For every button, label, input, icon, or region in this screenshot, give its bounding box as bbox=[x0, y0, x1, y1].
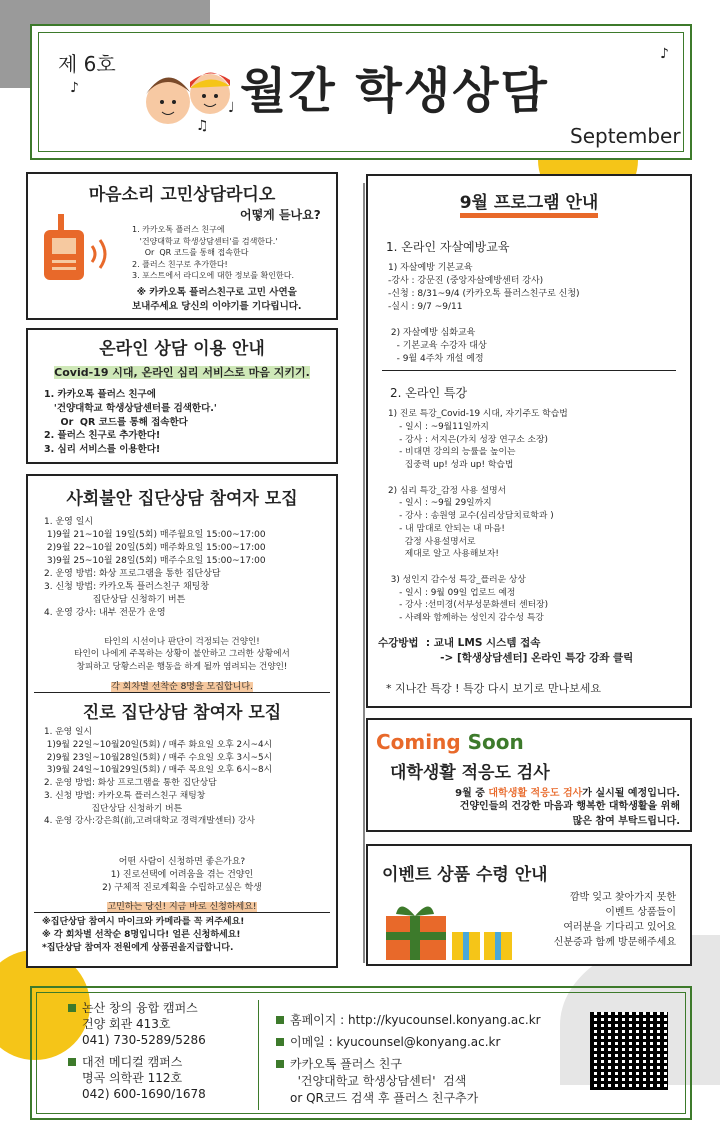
section-title: 사회불안 집단상담 참여자 모집 bbox=[66, 489, 298, 509]
email-text[interactable]: 이메일 : kyucounsel@konyang.ac.kr bbox=[290, 1035, 501, 1049]
online-counseling-section bbox=[26, 328, 338, 464]
career-notes: ※집단상담 참여시 마이크와 카메라를 꼭 켜주세요! ※ 각 회차별 선착순 8명입니다! 얼른 신청하세요! *집단상담 참여자 전원에게 상품권을지급합니다. bbox=[42, 917, 245, 954]
kids-illustration bbox=[138, 52, 238, 132]
kakao-text: 카카오톡 플러스 친구 '건양대학교 학생상담센터' 검색 or QR코드 검색 후 플러스 친구추가 bbox=[290, 1057, 479, 1105]
section-title: 온라인 상담 이용 안내 bbox=[99, 339, 265, 359]
column-divider bbox=[363, 183, 365, 963]
career-highlight: 고민하는 당신! 지금 바로 신청하세요! bbox=[107, 902, 257, 912]
radio-footer: ※ 카카오톡 플러스친구로 고민 사연을 보내주세요 당신의 이야기를 기다립니다. bbox=[132, 287, 302, 312]
coming-line1 bbox=[455, 784, 680, 799]
coming-title: 대학생활 적응도 검사 bbox=[390, 763, 550, 783]
music-note-icon: ♫ bbox=[196, 118, 209, 134]
program-method: 수강방법 : 교내 LMS 시스템 접속 -> [학생상담센터] 온라인 특강 강좌 클릭 bbox=[378, 637, 634, 665]
music-note-icon: ♩ bbox=[228, 100, 235, 116]
section-subtitle: 어떻게 듣나요? bbox=[240, 208, 321, 222]
section-title bbox=[368, 188, 690, 213]
campus1-info bbox=[68, 1000, 198, 1017]
section-title: 이벤트 상품 수령 안내 bbox=[382, 865, 548, 885]
radio-section bbox=[26, 172, 338, 320]
social-body: 1. 운영 일시 1)9월 21~10월 19일(5회) 매주월요일 15:00~17:00 2)9월 22~10월 20일(5회) 매주화요일 15:00~17:00 3)9월 25~10월 28일(5회) 매주수요일 15:00~17:00 2. 운영 방법: 화상 프로그램을 통한 집단상담 3. 신청 방법: 카카오톡 플러스친구 채팅창 집단상담 신청하기 버튼 4. 운영 강사: 내부 전문가 운영 bbox=[44, 517, 266, 619]
coming-word: Coming bbox=[376, 730, 461, 754]
career-body: 1. 운영 일시 1)9월 22일~10월20일(5회) / 매주 화요일 오후 2시~4시 2)9월 23일~10월28일(5회) / 매주 수요일 오후 3시~5시 3)9월 24일~10월29일(5회) / 매주 목요일 오후 6시~8시 2. 운영 방법: 화상 프로그램을 통한 집단상담 3. 신청 방법: 카카오톡 플러스친구 채팅창 집단상담 신청하기 버튼 4. 운영 강사:강은희(前,고려대학교 경력개발센터) 강사 bbox=[44, 727, 273, 827]
program-sec1-body: 1) 자살예방 기본교육 -강사 : 강문진 (중앙자살예방센터 강사) -신청 : 8/31~9/4 (카카오톡 플러스친구로 신청) -실시 : 9/7 ~9/11 2) 자살예방 심화교육 - 기본교육 수강자 대상 - 9월 4주차 개설 예정 bbox=[388, 263, 580, 365]
coming-soon-heading bbox=[376, 730, 524, 754]
issue-number: 제 6호 bbox=[58, 52, 116, 76]
event-section bbox=[366, 844, 692, 966]
section-divider bbox=[34, 692, 330, 693]
music-note-icon: ♪ bbox=[70, 80, 79, 96]
gift-box-icon bbox=[382, 894, 522, 964]
campus2-tel: 042) 600-1690/1678 bbox=[82, 1087, 206, 1101]
walkie-talkie-icon bbox=[38, 212, 128, 282]
program-replay: * 지나간 특강 ! 특강 다시 보기로 만나보세요 bbox=[386, 682, 602, 695]
coming-line2: 건양인들의 건강한 마음과 행복한 대학생활을 위해 많은 참여 부탁드립니다. bbox=[459, 801, 680, 827]
program-section bbox=[366, 174, 692, 708]
program-sec1-title: 1. 온라인 자살예방교육 bbox=[386, 240, 510, 254]
highlight-span: 대학생활 적응도 검사 bbox=[488, 788, 583, 799]
newsletter-title: 월간 학생상담 bbox=[240, 63, 549, 119]
section-title: 진로 집단상담 참여자 모집 bbox=[82, 703, 282, 723]
career-invite: 어떤 사람이 신청하면 좋은가요? 1) 진로선택에 어려움을 겪는 건양인 2) 구체적 진로계획을 수립하고싶은 학생 bbox=[102, 857, 262, 894]
program-sec2-title: 2. 온라인 특강 bbox=[390, 386, 468, 400]
campus1-tel: 041) 730-5289/5286 bbox=[82, 1033, 206, 1047]
section-divider bbox=[34, 912, 330, 913]
program-sec2-body: 1) 진로 특강_Covid-19 시대, 자기주도 학습법 - 일시 : ~9월11일까지 - 강사 : 서지은(가치 성장 연구소 소장) - 비대면 강의의 능률을 높이는 집중력 up! 성과 up! 학습법 2) 심리 특강_감정 사용 설명서 - 일시 : ~9월 29일까지 - 강사 : 송원영 교수(심리상담치료학과 ) - 내 맘대로 안되는 내 마음! 감정 사용설명서로 제대로 알고 사용해보자! 3) 성인지 감수성 특강_플러운 상상 - 일시 : 9월 09일 업로드 예정 - 강사 :선미경(서부성문화센터 센터장) - 사례와 함께하는 성인지 감수성 특강 bbox=[388, 409, 568, 623]
text-span: 가 실시될 예정입니다. bbox=[582, 788, 680, 799]
month-label: September bbox=[570, 124, 681, 148]
social-highlight: 각 회차별 선착순 8명을 모집합니다. bbox=[111, 682, 253, 692]
campus2-room: 명곡 의학관 112호 bbox=[82, 1071, 183, 1085]
section-title: 마음소리 고민상담라디오 bbox=[88, 185, 276, 205]
radio-steps: 1. 카카오톡 플러스 친구에 '건양대학교 학생상담센터'를 검색한다.' Or QR 코드를 통해 접속한다 2. 플러스 친구로 추가한다! 3. 포스트에서 라디오에 대한 정보를 확인한다. bbox=[132, 225, 294, 281]
footer-divider bbox=[258, 1000, 259, 1110]
social-invite: 타인의 시선이나 판단이 걱정되는 건양인! 타인이 나에게 주목하는 상황이 불안하고 그러한 상황에서 창피하고 당황스러운 행동을 하게 될까 염려되는 건양인! bbox=[74, 637, 290, 672]
qr-code-icon[interactable] bbox=[590, 1012, 668, 1090]
campus2-name: 대전 메디컬 캠퍼스 bbox=[82, 1055, 183, 1069]
program-title-text: 9월 프로그램 안내 bbox=[460, 193, 599, 218]
event-body: 깜박 잊고 찾아가지 못한 이벤트 상품들이 여러분을 기다리고 있어요 신분증과 함께 방문해주세요 bbox=[553, 892, 676, 948]
section-divider bbox=[382, 370, 676, 371]
text-span: 9월 중 bbox=[455, 788, 489, 799]
group-counseling-section bbox=[26, 474, 338, 968]
soon-word: Soon bbox=[467, 730, 524, 754]
homepage-text[interactable]: 홈페이지 : http://kyucounsel.konyang.ac.kr bbox=[290, 1013, 541, 1027]
campus2-info bbox=[68, 1054, 182, 1071]
homepage-link[interactable] bbox=[276, 1012, 541, 1029]
online-steps: 1. 카카오톡 플러스 친구에 '건양대학교 학생상담센터를 검색한다.' Or QR 코드를 통해 접속한다 2. 플러스 친구로 추가한다! 3. 심리 서비스를 이용한다! bbox=[44, 389, 217, 456]
music-note-icon: ♪ bbox=[660, 46, 669, 62]
coming-soon-section bbox=[366, 718, 692, 832]
campus1-name: 논산 창의 융합 캠퍼스 bbox=[82, 1001, 198, 1015]
campus1-room: 건양 회관 413호 bbox=[82, 1017, 171, 1031]
kakao-info bbox=[276, 1056, 290, 1073]
online-tagline: Covid-19 시대, 온라인 심리 서비스로 마음 지키기. bbox=[54, 366, 310, 379]
email-link[interactable] bbox=[276, 1034, 500, 1051]
